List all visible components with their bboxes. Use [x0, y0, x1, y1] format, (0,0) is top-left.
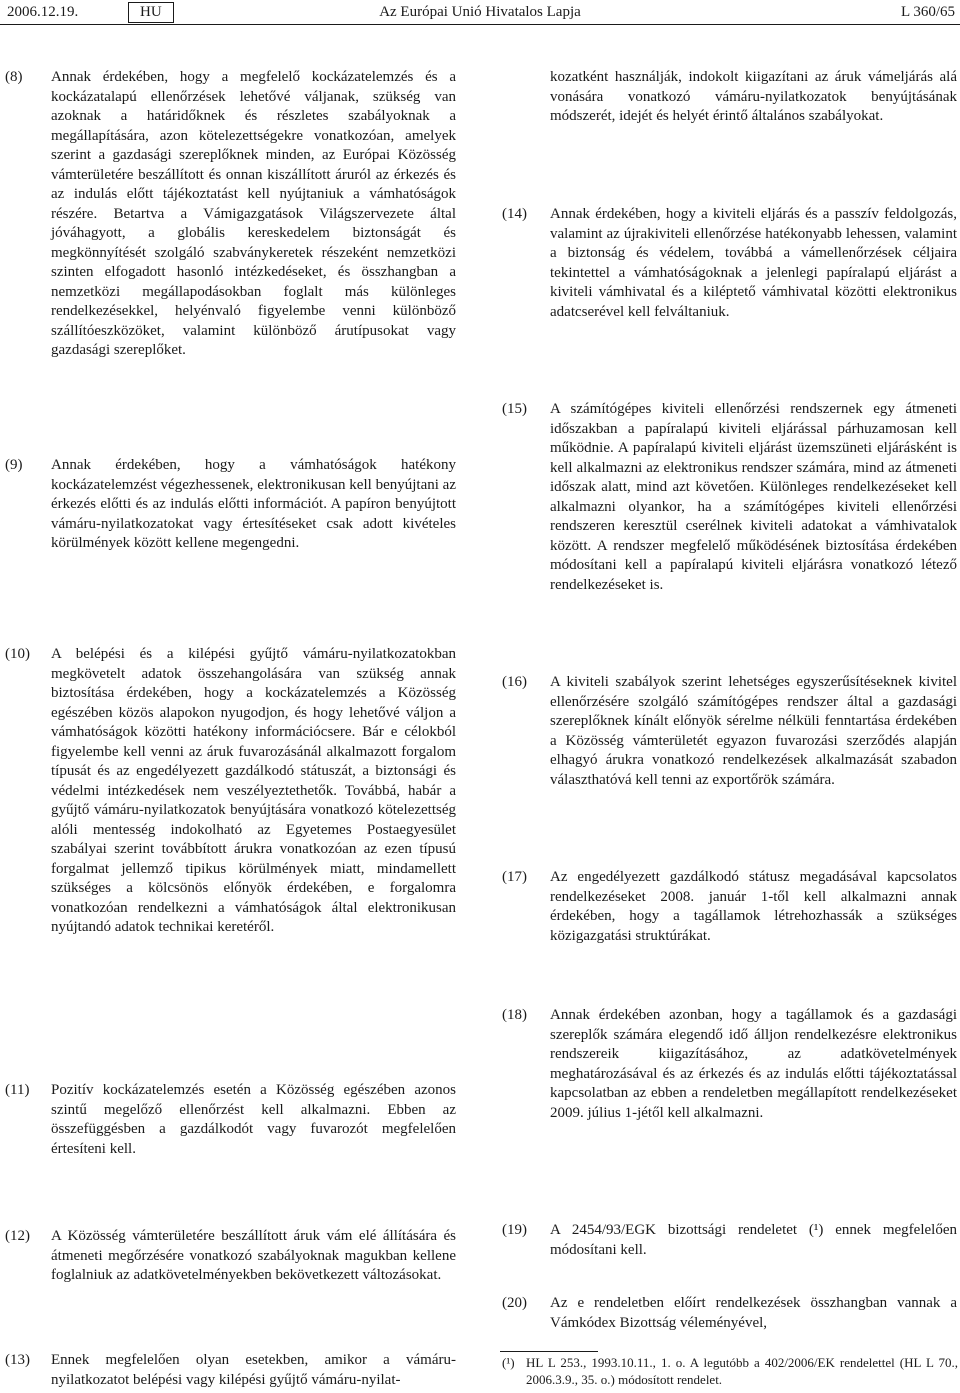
- recital-text: Annak érdekében, hogy a vámhatóságok hatékony kockázatelemzést végezhessenek, elektronikusan kell benyújtani az érkezés előtti és az indulás előtti információt. A papíron benyújtott vámáru-nyilatkozatokat vagy értesítéseket csak adott kivételes körülmények között kellene megengedni.: [51, 457, 456, 551]
- recital-text: A Közösség vámterületére beszállított áruk vám elé állítására és átmeneti megőrzésére vonatkozó szabályoknak magukban kellene foglalniuk az adatkövetelményekben bekövetkezett változásokat.: [51, 1228, 456, 1283]
- recital-number: (17): [502, 869, 527, 885]
- recital-number: (19): [502, 1222, 527, 1238]
- recital-number: (20): [502, 1295, 527, 1311]
- recital-number: (18): [502, 1007, 527, 1023]
- recital-number: (11): [5, 1082, 30, 1098]
- footnote-rule: [500, 1351, 598, 1352]
- recital-text: Az e rendeletben előírt rendelkezések összhangban vannak a Vámkódex Bizottság véleményével,: [550, 1295, 957, 1331]
- recital-text: Annak érdekében, hogy a megfelelő kockázatelemzés és a kockázatalapú ellenőrzések lehetővé váljanak, szükség van azoknak a határidőknek és részletes szabályoknak a megállapítására, azon kötelezettségekre vonatkozóan, amelyek szerint a gazdasági szereplőknek minden, az Európai Közösség vámterületére beszállított és onnan kiszállított áruról az érkezés és az indulás előtt tájékoztatást kell nyújtaniuk a vámhatóságok részére. Betartva a Vámigazgatások Világszervezete által jóváhagyott, a globális kereskedelem biztonságát és megkönnyítését szolgáló szabványkeretek részeként nemzetközi szinten elfogadott hasonló intézkedéseket, és összhangban a nemzetközi megállapodásokban foglalt más különleges rendelkezésekkel, helyénvaló figyelembe venni különböző szállítóeszközöket, valamint különböző árutípusokat vagy gazdasági szereplőket.: [51, 69, 456, 358]
- header-rule: [0, 24, 960, 25]
- recital-text: Annak érdekében azonban, hogy a tagállamok és a gazdasági szereplők számára elegendő idő álljon rendelkezésre elektronikus rendszereik kiigazításához, az adatkövetelmények meghatározásával és az érkezés és az indulás előtti tájékoztatással kapcsolatban az ebben a rendeletben megállapított rendelkezéseket 2009. július 1-jétől kell alkalmazni.: [550, 1007, 957, 1121]
- recital-text: A kiviteli szabályok szerint lehetséges egyszerűsítéseknek kivitel ellenőrzésére szolgáló számítógépes rendszer által a gazdasági szereplőknek kínált előnyök sérelme nélküli fenntartása érdekében a Közösség vámterületét egyazon fuvarozási szerződés alapján elhagyó árukra vonatkozó rendelkezések alkalmazását szabadon választhatóvá kell tenni az exportőrök számára.: [550, 674, 957, 788]
- recital-number: (12): [5, 1228, 30, 1244]
- recital-text: Pozitív kockázatelemzés esetén a Közösség egészében azonos szintű megelőző ellenőrzést kell alkalmazni. Ebben az összefüggésben a gazdálkodót vagy fuvarozót megfelelően értesíteni kell.: [51, 1082, 456, 1157]
- footnote-mark: (¹): [502, 1355, 515, 1370]
- recital-number: (9): [5, 457, 23, 473]
- language-badge: HU: [128, 2, 174, 23]
- recital-number: (10): [5, 646, 30, 662]
- recital-text: Ennek megfelelően olyan esetekben, amikor a vámáru-nyilatkozatot belépési vagy kilépési gyűjtő vámáru-nyilat-: [51, 1352, 456, 1388]
- recital-text: Az engedélyezett gazdálkodó státusz megadásával kapcsolatos rendelkezéseket 2008. január 1-től kell alkalmazni annak érdekében, hogy a tagállamok létrehozhassák a szükséges közigazgatási struktúrákat.: [550, 869, 957, 944]
- recital-text: A 2454/93/EGK bizottsági rendeletet (¹) ennek megfelelően módosítani kell.: [550, 1222, 957, 1258]
- recital-number: (13): [5, 1352, 30, 1368]
- journal-title: Az Európai Unió Hivatalos Lapja: [379, 4, 581, 20]
- page-reference: L 360/65: [900, 4, 955, 20]
- page-header: [0, 0, 960, 26]
- footnote-text: HL L 253., 1993.10.11., 1. o. A legutóbb a 402/2006/EK rendelettel (HL L 70., 2006.3.9., 35. o.) módosított rendelet.: [526, 1355, 958, 1387]
- recital-text: A belépési és a kilépési gyűjtő vámáru-nyilatkozatokban megkövetelt adatok összehangolására van szükség annak biztosítása érdekében, hogy a kockázatelemzés a Közösség egészében közös alapokon nyugodjon, és hogy lehetővé váljon a vámhatóságok közötti hatékony információcsere. Bár e célokból figyelembe kell venni az áruk fuvarozásánál alkalmazott forgalom típusát és az engedélyezett gazdálkodó státuszát, a biztonsági és védelmi intézkedések nem veszélyeztethetők. Továbbá, habár a gyűjtő vámáru-nyilatkozatok benyújtására vonatkozó kötelezettség alóli mentesség indokolható az Egyetemes Postaegyesület szabályai szerint továbbított árukra vonatkozóan az ezen típusú forgalmat jellemző tipikus körülmények miatt, mindamellett szükséges a kölcsönös előnyök érdekében, e forgalomra vonatkozóan rendelkezni a vámhatóságok által elektronikusan nyújtandó adatok technikai keretéről.: [51, 646, 456, 935]
- publication-date: 2006.12.19.: [7, 4, 79, 20]
- recital-text: A számítógépes kiviteli ellenőrzési rendszernek egy átmeneti időszakban a papíralapú kiviteli eljárással párhuzamosan kell működnie. A papíralapú kiviteli eljárást üzemszüneti eljárásként is kell alkalmazni az elektronikus rendszer számára, mind az átmeneti időszak alatt, mind azt követően. Különleges rendelkezéseket kell alkalmazni olyankor, ha a számítógépes kiviteli ellenőrzési rendszeren keresztül cserélnek kiviteli adatokat a vámhivatalok között. A rendszer megfelelő működésének biztosítása érdekében módosítani kell a papíralapú kiviteli eljárásra vonatkozó létező rendelkezéseket is.: [550, 401, 957, 593]
- recital-text: kozatként használják, indokolt kiigazítani az áruk vámeljárás alá vonására vonatkozó vámáru-nyilatkozatok benyújtásának módszerét, idejét és helyét érintő általános szabályokat.: [550, 69, 957, 124]
- recital-text: Annak érdekében, hogy a kiviteli eljárás és a passzív feldolgozás, valamint az újrakiviteli ellenőrzése hatékonyabb lehessen, valamint a biztonság és védelem, továbbá a vámellenőrzések céljaira tekintettel a vámhatóságoknak a jelenlegi papíralapú eljárást a kiviteli vámhivatal és a kiléptető vámhivatal közötti elektronikus adatcserével kell felváltaniuk.: [550, 206, 957, 320]
- recital-number: (16): [502, 674, 527, 690]
- recital-number: (14): [502, 206, 527, 222]
- recital-number: (15): [502, 401, 527, 417]
- recital-number: (8): [5, 69, 23, 85]
